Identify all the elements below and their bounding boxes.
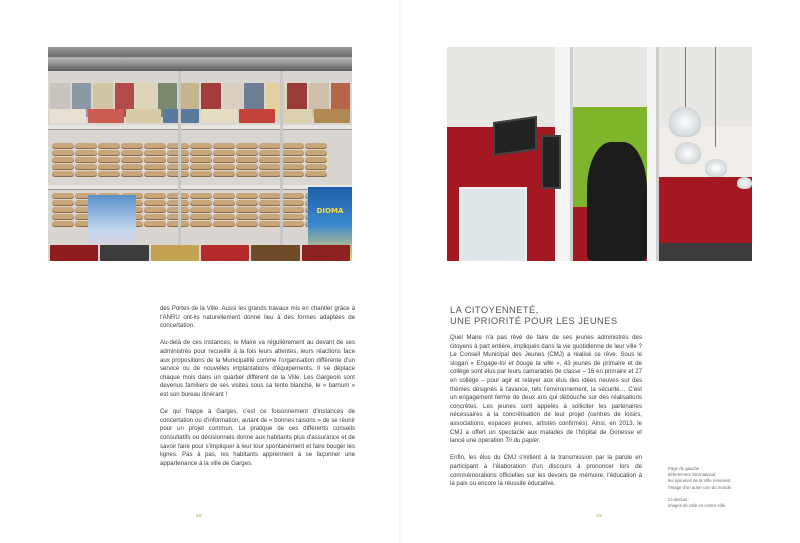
caption-line: Page de gauche :: [668, 466, 702, 471]
operation-name: Tri du papier: [505, 437, 539, 445]
slogan: Engage-toi et bouge ta ville: [476, 359, 554, 367]
page-gutter: [399, 0, 401, 543]
shelf-post: [280, 71, 283, 261]
paragraph: Enfin, les élus du CMJ s'initient à la transmission par la parole en participant à l'élaboration d'un discours à prononcer lors de commémorations officielles sur les devoirs de mémoire, l'éducation à la paix ou encore la réussite éducative.: [450, 454, 642, 488]
right-page-text: [450, 334, 642, 497]
wall-tv: [541, 135, 561, 189]
paragraph: des Portes de la Ville. Aussi les grands travaux mis en chantier grâce à l'ANRU ont-ils naturellement donné lieu à des formes adaptées de concertation.: [160, 305, 355, 330]
shop-awning: [48, 47, 352, 71]
text-run: Quel Maire n'a pas rêvé de faire de ses jeunes administrés des citoyens à part entière, impliqués dans la vie quotidienne de leur ville ? Le Conseil Municipal des Jeunes (CMJ) a réalisé ce rêve. Sous le slogan «: [450, 334, 642, 367]
bar-counter: [659, 243, 752, 261]
caption-line: Ci-dessus :: [668, 496, 690, 502]
street-window: [459, 187, 527, 261]
chandelier: [675, 142, 701, 164]
paragraph: Ce qui frappe à Garges, c'est ce foisonnement d'instances de concertation ou d'information, autant de « bonnes raisons » de se réunir pour un projet commun. La pratique de ces différents conseils consultatifs ou décisionnels donne aux habitants plus d'assurance et de savoir faire pour s'impliquer à leur tour spontanément et faire bouger les lignes. Pas à pas, les habitants apprennent à se façonner une appartenance à la ville de Garges.: [160, 408, 355, 467]
lamp-cord: [685, 47, 686, 109]
wall-tv: [493, 116, 537, 156]
photo-captions: [668, 466, 758, 515]
heading-line: UNE PRIORITÉ POUR LES JEUNES: [450, 314, 618, 326]
small-boxes: [48, 109, 352, 123]
caption-line: déferlement international,: [668, 472, 717, 478]
bottom-products: [48, 245, 352, 261]
caption-line: images de café en centre-ville.: [668, 503, 727, 509]
heading-line: LA CITOYENNETÉ,: [450, 304, 539, 315]
left-page-text: [160, 305, 355, 477]
caption-line: les épiceries de la Ville renvoient: [668, 478, 731, 484]
section-heading: [450, 305, 650, 326]
caption-above-photo: [668, 497, 758, 509]
poster-brand-text: DIOMA: [316, 207, 344, 215]
lamp-cord: [715, 47, 716, 147]
shelf-board: [48, 125, 352, 129]
cafe-interior-photo: [447, 47, 752, 261]
text-run: », 43 jeunes de primaire et de collège sont élus par leurs camarades de classe – 16 en primaire et 27 en collège – pour agir et relayer aux élus des idées neuves sur des thèmes désignés à l'avance, tels l'environnement, la sécurité… C'est un engagement ferme de deux ans qui débouche sur des réalisations concrètes. Les jeunes sont appelés à solliciter les partenaires nécessaires à la concrétisation de leur projet (centres de loisirs, associations, espaces jeunes, artistes confirmés). Ainsi, en 2013, le CMJ a offert un spectacle aux malades de l'hôpital de Gonesse et lancé une opération: [450, 359, 642, 445]
white-pillar: [647, 47, 659, 261]
man-in-jacket: [587, 142, 647, 261]
rice-bags-upper: [48, 143, 352, 177]
shelf-post: [178, 71, 181, 261]
paragraph: Au-delà de ces instances, le Maire va régulièrement au devant de ses administrés pour recueillir à la fois leurs attentes, leurs réactions face aux propositions de la Municipalité comme l'organisation différente d'un service ou de nouvelles implantations d'équipements. Il se déplace chaque mois dans un quartier différent de la Ville. Les Gargeois sont devenus familiers de ses visites sous sa tente blanche, le « barnum » est son bureau itinérant !: [160, 339, 355, 398]
chandelier: [705, 159, 727, 177]
shelf-board: [48, 185, 352, 189]
caption-line: l'image d'un autre coin du monde.: [668, 484, 733, 490]
text-run: .: [539, 437, 541, 445]
chandelier: [669, 107, 701, 137]
grocery-shelves-photo: [48, 47, 352, 261]
chandelier: [737, 177, 752, 189]
page-number-right: 29: [596, 514, 602, 519]
paragraph: [450, 334, 642, 446]
caption-left-photo: [668, 466, 758, 491]
page-number-left: 28: [196, 514, 202, 519]
